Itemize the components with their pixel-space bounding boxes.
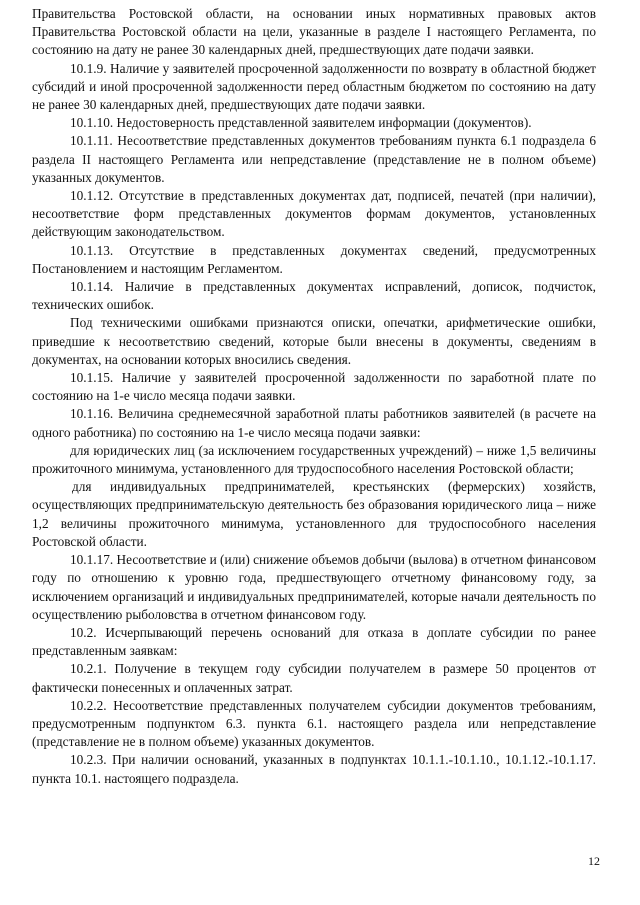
paragraph-10-1-9: 10.1.9. Наличие у заявителей просроченной задолженности по возврату в областной бюджет субсидий и иной просроченной задолженности перед областным бюджетом по состоянию на дату не ранее 30 календарных дней, предшествующих дате подачи заявки.	[32, 60, 596, 113]
paragraph-10-1-10: 10.1.10. Недостоверность представленной заявителем информации (документов).	[70, 115, 532, 131]
paragraph-10-1-13: 10.1.13. Отсутствие в представленных документах сведений, предусмотренных Постановлением и настоящим Регламентом.	[32, 242, 596, 276]
paragraph-10-1-12: 10.1.12. Отсутствие в представленных документах дат, подписей, печатей (при наличии), несоответствие форм представленных документов формам документов, установленных действующим законодательством.	[32, 188, 596, 240]
paragraph-10-2: 10.2. Исчерпывающий перечень оснований для отказа в доплате субсидии по ранее представленным заявкам:	[32, 624, 596, 659]
paragraph-10-1-11: 10.1.11. Несоответствие представленных документов требованиям пункта 6.1 подраздела 6 раздела II настоящего Регламента или непредставление (представление не в полном объеме) указанных документов.	[32, 133, 596, 185]
document-page	[32, 5, 596, 788]
paragraph-10-2-2: 10.2.2. Несоответствие представленных получателем субсидии документов требованиям, предусмотренным подпунктом 6.3. пункта 6.1. настоящего раздела или непредставление (представление не в полном объеме) указанных документов.	[32, 697, 596, 750]
paragraph-10-1-17: 10.1.17. Несоответствие и (или) снижение объемов добычи (вылова) в отчетном финансовом году по отношению к уровню года, предшествующего отчетному финансовому году, за исключением организаций и индивидуальных предпринимателей, которые начали деятельность по осуществлению рыболовства в отчетном финансовом году.	[32, 552, 597, 622]
paragraph-continuation: Правительства Ростовской области, на основании иных нормативных правовых актов Правительства Ростовской области на цели, указанные в разделе I настоящего Регламента, по состоянию на дату не ранее 30 календарных дней, предшествующих дате подачи заявки.	[32, 6, 596, 58]
page-number: 12	[588, 854, 600, 868]
paragraph-10-1-15: 10.1.15. Наличие у заявителей просроченной задолженности по заработной плате по состоянию на 1-е число месяца подачи заявки.	[32, 370, 596, 404]
paragraph-10-1-14: 10.1.14. Наличие в представленных документах исправлений, дописок, подчисток, технических ошибок.	[32, 279, 596, 313]
paragraph-entrepreneurs: для индивидуальных предпринимателей, крестьянских (фермерских) хозяйств, осуществляющих предпринимательскую деятельность без образования юридического лица – ниже 1,2 величины прожиточного минимума, установленного для трудоспособного населения Ростовской области.	[32, 479, 596, 549]
paragraph-technical-errors: Под техническими ошибками признаются описки, опечатки, арифметические ошибки, приведшие к несоответствию сведений, которые были внесены в документы, сведениям в документах, на основании которых вносились сведения.	[32, 315, 596, 367]
paragraph-10-2-1: 10.2.1. Получение в текущем году субсидии получателем в размере 50 процентов от фактически понесенных и оплаченных затрат.	[32, 661, 596, 695]
paragraph-10-2-3: 10.2.3. При наличии оснований, указанных в подпунктах 10.1.1.-10.1.10., 10.1.12.-10.1.17. пункта 10.1. настоящего подраздела.	[32, 752, 596, 786]
paragraph-legal-entities: для юридических лиц (за исключением государственных учреждений) – ниже 1,5 величины прожиточного минимума, установленного для трудоспособного населения Ростовской области;	[32, 442, 596, 477]
paragraph-10-1-16: 10.1.16. Величина среднемесячной заработной платы работников заявителей (в расчете на одного работника) по состоянию на 1-е число месяца подачи заявки:	[32, 406, 596, 440]
